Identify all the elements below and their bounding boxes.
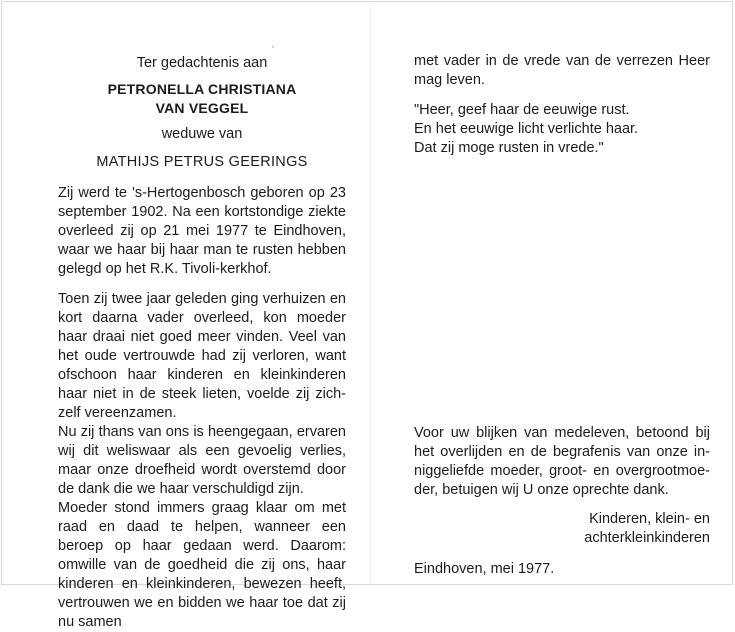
deceased-name-line1: PETRONELLA CHRISTIANA [107, 81, 297, 97]
continuation-text: met vader in de vrede van de verrezen Heer mag leven. [414, 53, 710, 88]
widow-of-text: weduwe van [161, 126, 243, 142]
signature-line: Kinderen, klein- en [589, 511, 710, 527]
prayer-quote [414, 101, 710, 158]
prayer-line: "Heer, geef haar de eeuwige rust. [414, 102, 630, 118]
thanks-paragraph: Voor uw blijken van medeleven, betoond bij het overlijden en de begrafenis van onze in-niggeliefde moeder, groot- en overgrootmoe-der, betuigen wij U onze oprechte dank. [414, 425, 710, 498]
intro-text: Ter gedachtenis aan [136, 55, 268, 71]
card-fold [370, 0, 371, 586]
biography-paragraph: Zij werd te 's-Hertogenbosch geboren op 23 september 1902. Na een kortstondige ziekte overleed zij op 21 mei 1977 te Eindhoven, waar we haar bij haar man te rusten hebben gelegd op het R.K. Tivoli-kerkhof. [58, 185, 346, 277]
signature-line: achterkleinkinderen [584, 530, 710, 546]
left-page [58, 54, 346, 632]
prayer-line: En het eeuwige licht verlichte haar. [414, 121, 639, 137]
place-date: Eindhoven, mei 1977. [414, 561, 555, 577]
husband-name: MATHIJS PETRUS GEERINGS [96, 154, 308, 170]
right-page-bottom [414, 424, 710, 579]
prayer-line: Dat zij moge rusten in vrede." [414, 140, 604, 156]
deceased-name-line2: VAN VEGGEL [155, 100, 249, 116]
right-page [414, 52, 710, 158]
print-speck [272, 46, 274, 48]
mother-paragraph: Moeder stond immers graag klaar om met raad en daad te helpen, wanneer een beroep op haar gedaan werd. Daarom: omwille van de goedheid die zij ons, haar kinderen en kleinkinderen, bewezen heeft, vertrouwen we en bidden we haar toe dat zij nu samen [58, 500, 346, 630]
grief-paragraph: Nu zij thans van ons is heengegaan, ervaren wij dit weliswaar als een gevoelig verlies, maar onze droefheid wordt overstemd door de dank die we haar verschuldigd zijn. [58, 424, 346, 497]
signature [414, 510, 710, 548]
loneliness-paragraph: Toen zij twee jaar geleden ging verhuizen en kort daarna vader overleed, kon moeder haar draai niet goed meer vinden. Veel van het oude vertrouwde had zij verloren, want ofschoon haar kinderen en kleinkinderen haar niet in de steek lieten, voelde zij zich-zelf vereenzamen. [58, 291, 346, 421]
